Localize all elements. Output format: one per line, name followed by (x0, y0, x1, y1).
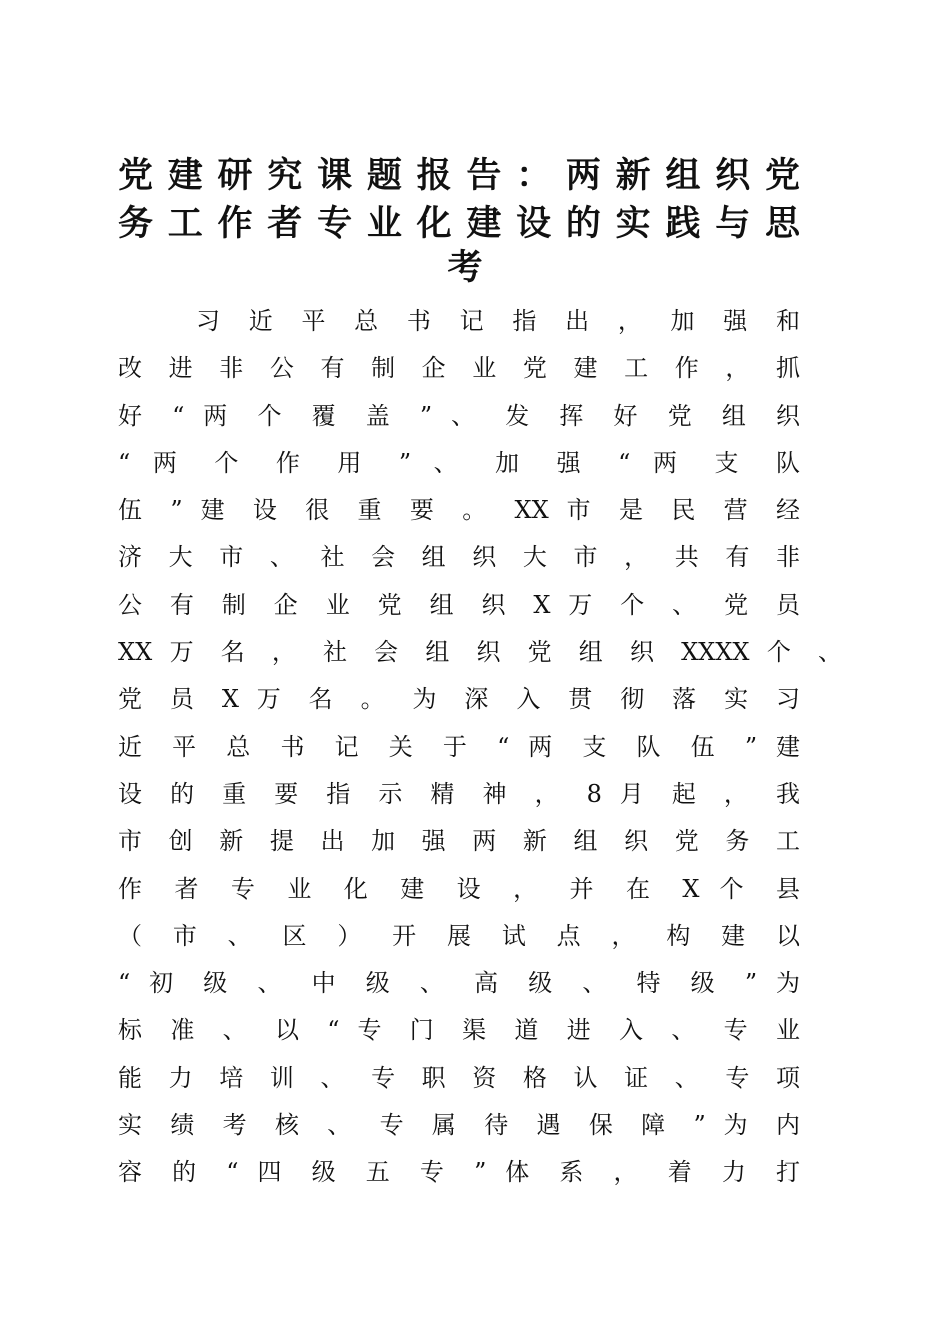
body-line-1: 习 近 平 总 书 记 指 出 ， 加 强 和 (196, 307, 800, 335)
body-line-7: 公 有 制 企 业 党 组 织 X 万 个 、 党 员 (118, 590, 800, 619)
title-line-3: 考 (447, 247, 483, 288)
body-line-3: 好 “ 两 个 覆 盖 ” 、 发 挥 好 党 组 织 (118, 401, 800, 430)
body-line-19: 容 的 “ 四 级 五 专 ” 体 系 ， 着 力 打 (118, 1158, 800, 1187)
body-line-6: 济 大 市 、 社 会 组 织 大 市 ， 共 有 非 (118, 543, 800, 572)
body-line-9: 党 员 X 万 名 。 为 深 入 贯 彻 落 实 习 (118, 685, 800, 714)
document-title (118, 152, 812, 292)
body-line-15: “ 初 级 、 中 级 、 高 级 、 特 级 ” 为 (118, 969, 800, 998)
body-line-10: 近 平 总 书 记 关 于 “ 两 支 队 伍 ” 建 (118, 732, 800, 761)
body-line-17: 能 力 培 训 、 专 职 资 格 认 证 、 专 项 (118, 1063, 800, 1092)
title-line-1: 党建研究课题报告：两新组织党 (118, 155, 812, 196)
body-line-8: XX 万 名 ， 社 会 组 织 党 组 织 XXXX 个 、 (118, 638, 842, 667)
document-body (118, 298, 842, 1197)
body-line-5: 伍 ” 建 设 很 重 要 。 XX 市 是 民 营 经 (118, 496, 800, 525)
body-line-11: 设 的 重 要 指 示 精 神 ， 8 月 起 ， 我 (118, 779, 800, 808)
body-line-16: 标 准 、 以 “ 专 门 渠 道 进 入 、 专 业 (118, 1016, 800, 1045)
body-line-4: “ 两 个 作 用 ” 、 加 强 “ 两 支 队 (118, 448, 800, 477)
body-line-18: 实 绩 考 核 、 专 属 待 遇 保 障 ” 为 内 (118, 1111, 800, 1140)
body-line-12: 市 创 新 提 出 加 强 两 新 组 织 党 务 工 (118, 827, 800, 856)
body-line-13: 作 者 专 业 化 建 设 ， 并 在 X 个 县 (118, 874, 800, 903)
title-line-2: 务工作者专业化建设的实践与思 (118, 203, 812, 244)
body-line-2: 改 进 非 公 有 制 企 业 党 建 工 作 ， 抓 (118, 354, 800, 383)
body-line-14: （ 市 、 区 ） 开 展 试 点 ， 构 建 以 (118, 921, 800, 950)
